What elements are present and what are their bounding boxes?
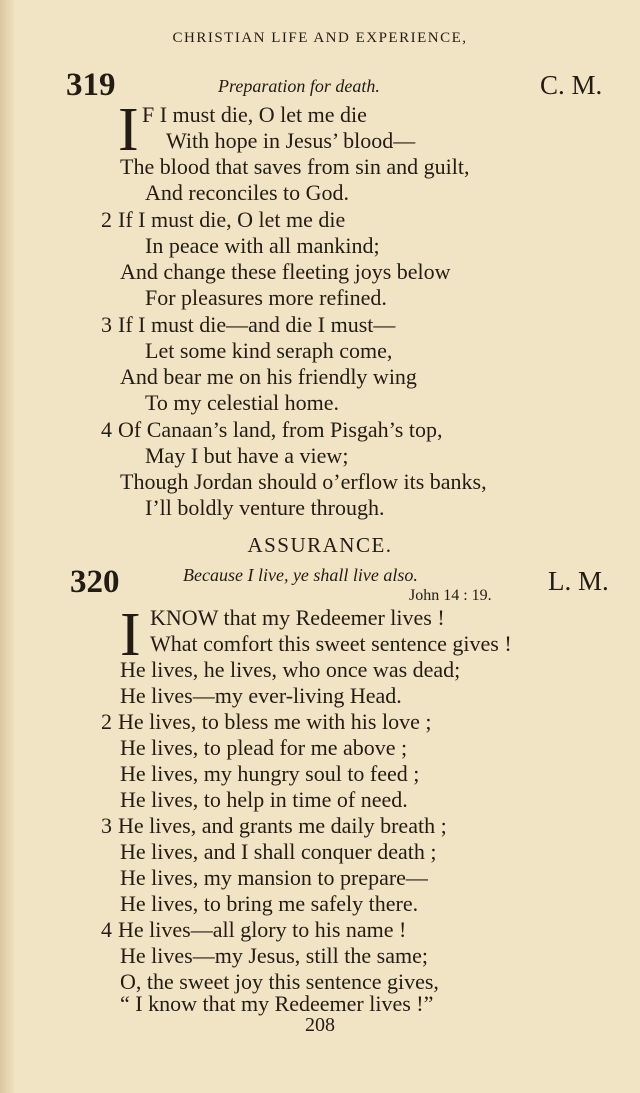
hymn-319-line-1: F I must die, O let me die	[142, 102, 367, 127]
hymn-320-verse-3-line-3: He lives, my mansion to prepare—	[120, 865, 428, 890]
hymn-320-line-3: He lives, he lives, who once was dead;	[120, 657, 461, 682]
hymn-319-title: Preparation for death.	[218, 76, 380, 96]
hymn-320-meter: L. M.	[548, 566, 609, 596]
hymn-320-line-2: What comfort this sweet sentence gives !	[150, 631, 512, 656]
hymn-320-verse-4-line-4: “ I know that my Redeemer lives !”	[120, 991, 434, 1016]
hymn-319-verse-2-line-2: In peace with all mankind;	[145, 233, 380, 258]
hymn-number-319: 319	[66, 67, 116, 103]
hymn-319-verse-3-line-3: And bear me on his friendly wing	[120, 364, 417, 389]
hymn-320-verse-4-line-3: O, the sweet joy this sentence gives,	[120, 969, 439, 994]
verse-number: 2	[101, 709, 112, 734]
hymn-320-verse-3-line-2: He lives, and I shall conquer death ;	[120, 839, 437, 864]
page-number: 208	[305, 1014, 335, 1036]
verse-number: 4	[101, 417, 112, 442]
hymn-319-verse-4-line-4: I’ll boldly venture through.	[145, 495, 385, 520]
hymn-319-meter: C. M.	[540, 70, 603, 100]
hymn-320-verse-2-line-4: He lives, to help in time of need.	[120, 787, 408, 812]
hymn-320-scripture-ref: John 14 : 19.	[409, 587, 492, 604]
hymn-319-verse-2-line-1: 2 If I must die, O let me die	[90, 207, 345, 233]
hymn-319-verse-3-line-4: To my celestial home.	[145, 390, 339, 415]
verse-number: 3	[101, 813, 112, 838]
hymn-320-verse-2-line-2: He lives, to plead for me above ;	[120, 735, 408, 760]
hymn-320-line-4: He lives—my ever-living Head.	[120, 683, 402, 708]
hymn-319-dropcap: I	[118, 96, 139, 164]
hymn-320-verse-3-line-1: 3 He lives, and grants me daily breath ;	[90, 813, 447, 839]
hymn-319-verse-4-line-1: 4 Of Canaan’s land, from Pisgah’s top,	[90, 417, 442, 443]
section-title: ASSURANCE.	[247, 533, 393, 557]
verse-number: 3	[101, 312, 112, 337]
hymn-320-title: Because I live, ye shall live also.	[183, 565, 418, 585]
hymn-320-verse-4-line-2: He lives—my Jesus, still the same;	[120, 943, 428, 968]
verse-number: 2	[101, 207, 112, 232]
hymn-319-verse-3-line-2: Let some kind seraph come,	[145, 338, 393, 363]
hymn-320-dropcap: I	[120, 601, 141, 669]
hymn-319-verse-3-line-1: 3 If I must die—and die I must—	[90, 312, 395, 338]
hymn-320-line-1: KNOW that my Redeemer lives !	[150, 605, 445, 630]
hymn-319-verse-2-line-4: For pleasures more refined.	[145, 285, 387, 310]
hymn-320-verse-4-line-1: 4 He lives—all glory to his name !	[90, 917, 406, 943]
hymn-319-line-2: With hope in Jesus’ blood—	[166, 128, 416, 153]
hymn-320-verse-2-line-1: 2 He lives, to bless me with his love ;	[90, 709, 431, 735]
verse-number: 4	[101, 917, 112, 942]
hymn-320-verse-3-line-4: He lives, to bring me safely there.	[120, 891, 419, 916]
hymn-319-line-4: And reconciles to God.	[145, 180, 350, 205]
hymn-number-320: 320	[70, 564, 120, 600]
hymn-319-verse-2-line-3: And change these fleeting joys below	[120, 259, 451, 284]
hymn-319-verse-4-line-2: May I but have a view;	[145, 443, 349, 468]
running-head: CHRISTIAN LIFE AND EXPERIENCE,	[172, 30, 468, 46]
hymn-319-verse-4-line-3: Though Jordan should o’erflow its banks,	[120, 469, 487, 494]
hymn-319-line-3: The blood that saves from sin and guilt,	[120, 154, 470, 179]
hymn-320-verse-2-line-3: He lives, my hungry soul to feed ;	[120, 761, 420, 786]
